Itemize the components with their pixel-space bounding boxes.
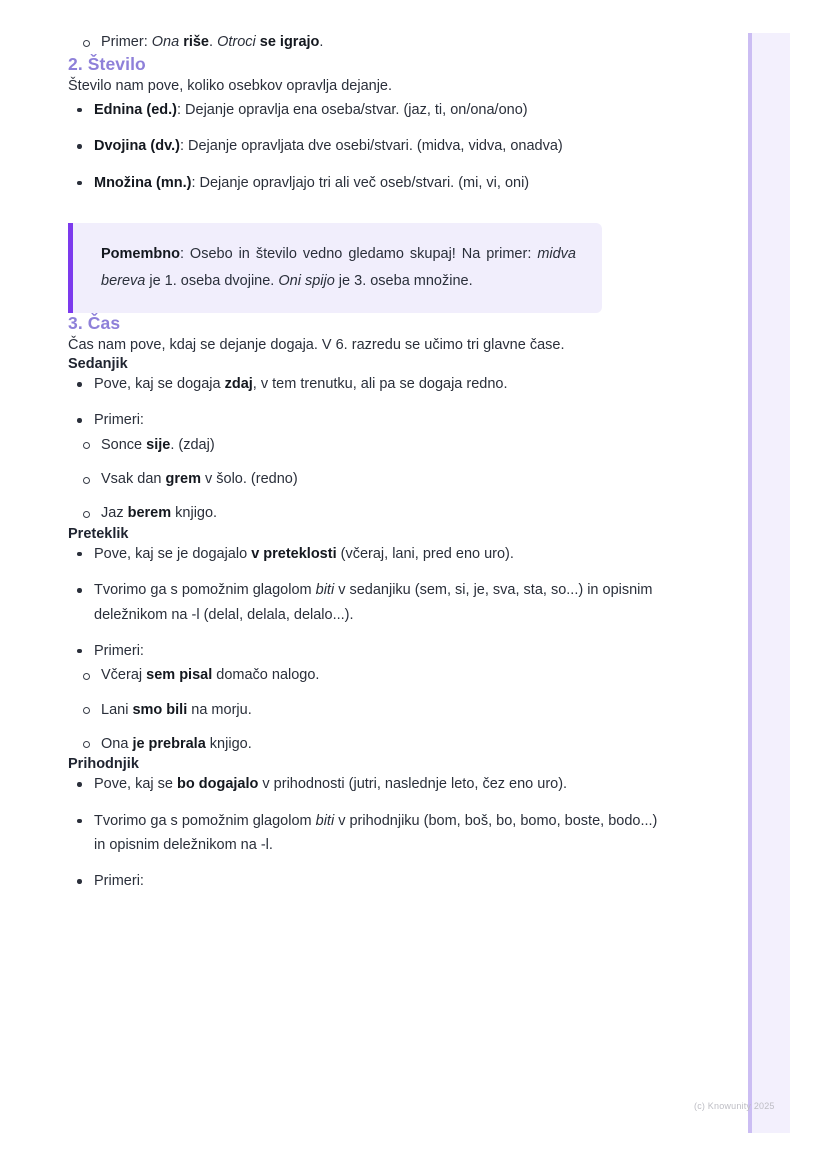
copyright-watermark: (c) Knowunity 2025 — [694, 1101, 775, 1111]
callout-text-2: je 1. oseba dvojine. — [145, 272, 279, 289]
list-item-text-pre: Pove, kaj se dogaja — [94, 376, 225, 392]
example-bold: grem — [165, 471, 201, 488]
list-item-bold: v preteklosti — [251, 545, 337, 562]
section-heading-stevilo: 2. Število — [68, 54, 146, 75]
list-item — [68, 98, 670, 122]
list-item — [68, 171, 670, 195]
list-item-text: Primeri: — [94, 642, 144, 659]
list-item — [68, 30, 670, 54]
example-mid: . — [209, 34, 218, 50]
example-post: knjigo. — [171, 505, 218, 522]
list-item-text-post: v prihodnosti (jutri, naslednje leto, čez eno uro). — [258, 776, 568, 793]
subheading-prihodnjik: Prihodnjik — [68, 756, 139, 773]
subheading-preteklik: Preteklik — [68, 525, 129, 542]
section-intro-stevilo: Število nam pove, koliko osebkov opravlja dejanje. — [68, 78, 393, 95]
list-item — [68, 639, 670, 663]
callout-italic-2: Oni spijo — [278, 272, 335, 289]
callout-text-3: je 3. oseba množine. — [334, 272, 473, 289]
list-item-bold: zdaj — [224, 376, 253, 392]
section-heading-cas: 3. Čas — [68, 312, 121, 333]
list-item — [68, 467, 670, 491]
preteklik-examples — [68, 663, 670, 756]
list-item-text: : Dejanje opravljata dve osebi/stvari. (midva, vidva, onadva) — [179, 138, 563, 155]
example-pre: Sonce — [101, 436, 147, 453]
right-decorative-panel — [748, 33, 790, 1133]
example-pre: Vsak dan — [101, 471, 166, 488]
list-item-text-pre: Pove, kaj se je dogajalo — [94, 545, 252, 562]
document-content — [0, 30, 700, 894]
list-item — [68, 433, 670, 457]
example-italic-2: Otroci — [217, 34, 260, 50]
example-bold: berem — [127, 505, 172, 522]
list-item — [68, 698, 670, 722]
example-prefix: Primer: — [101, 34, 152, 50]
example-bold-1: riše — [183, 34, 209, 50]
list-item-text-post: , v tem trenutku, ali pa se dogaja redno. — [252, 376, 508, 392]
section-intro-cas: Čas nam pove, kdaj se dejanje dogaja. V 6. razredu se učimo tri glavne čase. — [68, 336, 565, 353]
sedanjik-list — [68, 372, 670, 433]
important-callout — [68, 223, 602, 313]
list-item-text-post: v sedanjiku (sem, si, je, sva, sta, so...) in opisnim deležnikom na -l (delal, delala, delalo...). — [94, 582, 653, 623]
list-item — [68, 372, 670, 396]
example-pre: Včeraj — [101, 667, 147, 684]
example-bold: smo bili — [132, 701, 188, 718]
list-item — [68, 134, 670, 158]
callout-italic-1: midva bereva — [101, 245, 576, 289]
example-post: knjigo. — [205, 735, 252, 752]
example-post: na morju. — [187, 701, 252, 718]
list-item-italic: biti — [315, 812, 335, 829]
list-item — [68, 732, 670, 756]
list-item — [68, 663, 670, 687]
list-item — [68, 578, 670, 627]
list-item-text: : Dejanje opravlja ena oseba/stvar. (jaz, ti, on/ona/ono) — [176, 101, 528, 118]
example-pre: Ona — [101, 735, 133, 752]
list-item — [68, 408, 670, 432]
list-item-text-pre: Tvorimo ga s pomožnim glagolom — [94, 812, 316, 829]
list-item-bold: bo dogajalo — [177, 776, 259, 793]
list-item-text-pre: Pove, kaj se — [94, 776, 178, 793]
list-item-term: Dvojina (dv.) — [94, 138, 180, 155]
prihodnjik-list — [68, 772, 670, 893]
example-pre: Jaz — [101, 505, 128, 522]
list-item — [68, 869, 670, 893]
callout-text-1: : Osebo in število vedno gledamo skupaj! Na primer: — [179, 245, 538, 262]
list-item-italic: biti — [315, 582, 335, 599]
example-post: . (zdaj) — [170, 436, 215, 453]
list-item-text-post: (včeraj, lani, pred eno uro). — [336, 545, 514, 562]
list-item-text: Primeri: — [94, 412, 144, 429]
list-item-text-pre: Tvorimo ga s pomožnim glagolom — [94, 582, 316, 599]
stevilo-list — [68, 98, 670, 195]
example-suffix: . — [319, 34, 324, 50]
sedanjik-examples — [68, 433, 670, 526]
example-post: domačo nalogo. — [212, 667, 320, 684]
example-pre: Lani — [101, 701, 133, 718]
example-bold: sije — [146, 436, 171, 453]
example-bold-2: se igrajo — [259, 34, 320, 50]
list-item — [68, 772, 670, 796]
example-italic-1: Ona — [151, 34, 184, 50]
list-item — [68, 542, 670, 566]
callout-label: Pomembno — [101, 245, 180, 262]
example-bold: sem pisal — [146, 667, 213, 684]
top-example-list — [68, 30, 670, 54]
list-item — [68, 809, 670, 858]
subheading-sedanjik: Sedanjik — [68, 356, 128, 372]
preteklik-list — [68, 542, 670, 663]
list-item — [68, 501, 670, 525]
list-item-text: : Dejanje opravljajo tri ali več oseb/stvari. (mi, vi, oni) — [191, 174, 530, 191]
list-item-text-post: v prihodnjiku (bom, boš, bo, bomo, boste, bodo...) in opisnim deležnikom na -l. — [94, 812, 658, 854]
list-item-term: Množina (mn.) — [94, 174, 192, 191]
list-item-term: Ednina (ed.) — [94, 101, 177, 118]
list-item-text: Primeri: — [94, 873, 144, 890]
example-post: v šolo. (redno) — [200, 471, 298, 488]
example-bold: je prebrala — [132, 735, 206, 752]
